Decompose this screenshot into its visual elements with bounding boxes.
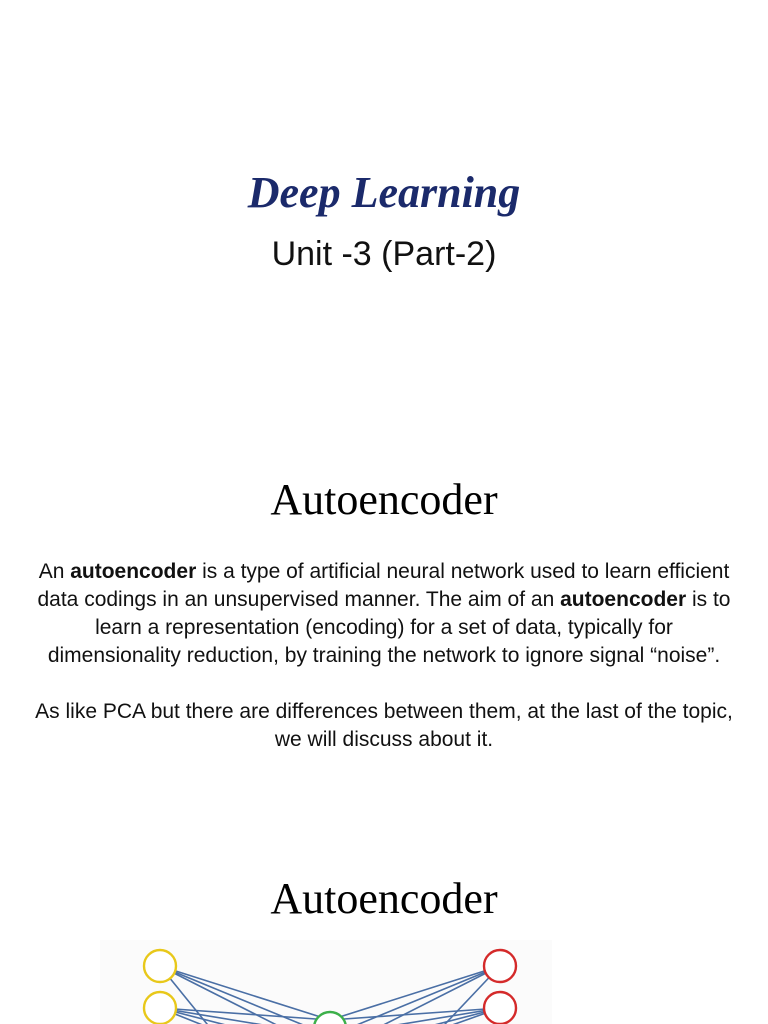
- para1-text-c: is to learn a representation (encoding) for a set of data, typically for dimensionality reduction, by training the network to ignore signal “noise”.: [47, 588, 731, 667]
- network-svg: [100, 940, 552, 1024]
- slide-heading-autoencoder-2: Autoencoder: [270, 874, 498, 923]
- autoencoder-network-diagram: [100, 940, 552, 1024]
- slide-heading-autoencoder: Autoencoder: [270, 475, 498, 524]
- deck-subtitle: Unit -3 (Part-2): [271, 235, 497, 273]
- output-node: [484, 992, 516, 1024]
- para1-bold-term-1: autoencoder: [70, 560, 197, 583]
- input-node: [144, 950, 176, 982]
- description-paragraph-2: As like PCA but there are differences between them, at the last of the topic, we will discuss about it.: [35, 700, 733, 751]
- para1-text-a: An: [38, 560, 71, 583]
- para1-text-b: is a type of artificial neural network used to learn efficient data codings in an unsupervised manner. The aim of an: [37, 560, 730, 611]
- output-node: [484, 950, 516, 982]
- hidden-node: [314, 1012, 346, 1024]
- description-paragraph-1: [30, 558, 738, 670]
- autoencoder-description: [30, 558, 738, 754]
- para1-bold-term-2: autoencoder: [560, 588, 687, 611]
- input-node: [144, 992, 176, 1024]
- deck-title: Deep Learning: [247, 168, 521, 217]
